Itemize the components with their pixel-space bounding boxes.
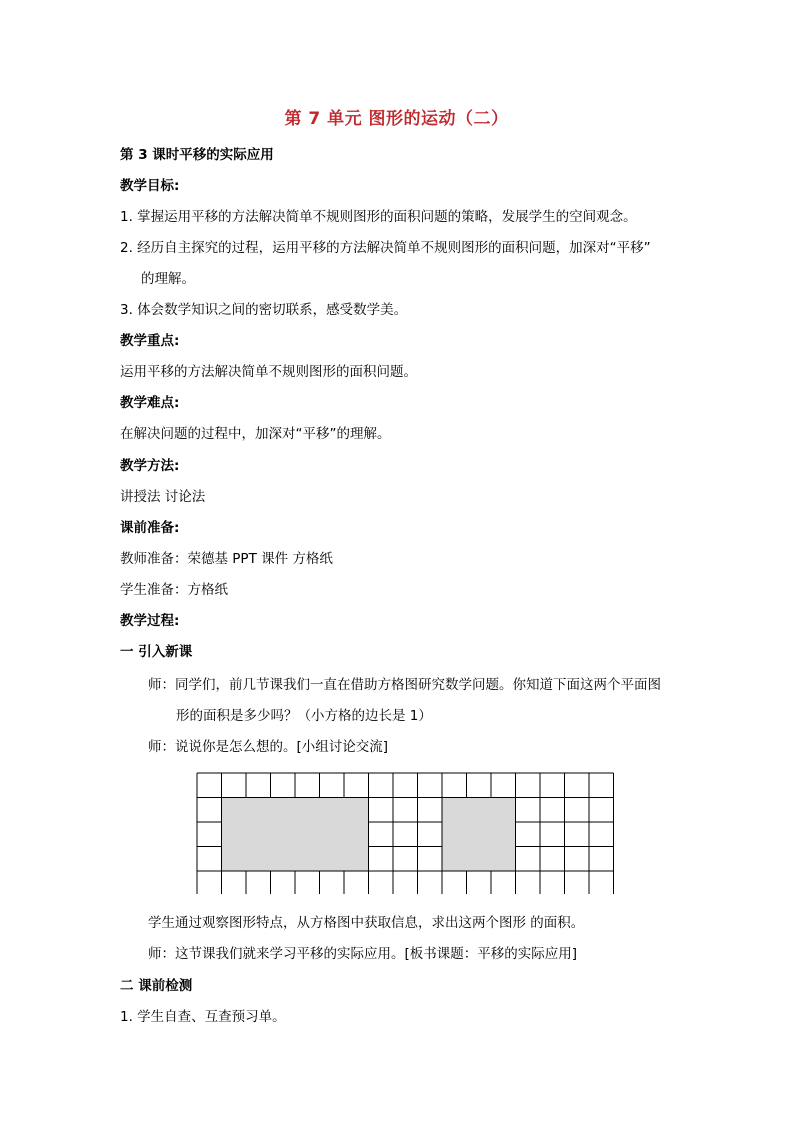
objective-item-2: 2. 经历自主探究的过程，运用平移的方法解决简单不规则图形的面积问题，加深对“平移”: [120, 240, 651, 256]
section-1-heading: 一 引入新课: [120, 644, 193, 660]
student-observation: 学生通过观察图形特点，从方格图中获取信息，求出这两个图形 的面积。: [148, 915, 585, 931]
check-item-1: 1. 学生自查、互查预习单。: [120, 1009, 286, 1025]
lesson-title: 第 3 课时平移的实际应用: [120, 147, 274, 163]
method-text: 讲授法 讨论法: [120, 489, 206, 505]
key-point-heading: 教学重点:: [120, 333, 180, 349]
grid-shape-rectangle: [222, 798, 369, 872]
grid-figure: [196, 772, 622, 894]
teacher-prompt: 师：说说你是怎么想的。[小组讨论交流]: [148, 739, 389, 755]
difficulty-text: 在解决问题的过程中，加深对“平移”的理解。: [120, 426, 391, 442]
teacher-intro: 师：这节课我们就来学习平移的实际应用。[板书课题：平移的实际应用]: [148, 946, 578, 962]
objectives-heading: 教学目标:: [120, 178, 180, 194]
objective-item-3: 3. 体会数学知识之间的密切联系，感受数学美。: [120, 302, 408, 318]
section-2-heading: 二 课前检测: [120, 978, 193, 994]
method-heading: 教学方法:: [120, 458, 180, 474]
objective-item-1: 1. 掌握运用平移的方法解决简单不规则图形的面积问题的策略，发展学生的空间观念。: [120, 209, 637, 225]
teacher-preparation: 教师准备：荣德基 PPT 课件 方格纸: [120, 551, 333, 567]
student-preparation: 学生准备：方格纸: [120, 582, 228, 598]
process-heading: 教学过程:: [120, 613, 180, 629]
key-point-text: 运用平移的方法解决简单不规则图形的面积问题。: [120, 364, 417, 380]
teacher-question: 师：同学们，前几节课我们一直在借助方格图研究数学问题。你知道下面这两个平面图: [148, 677, 661, 693]
difficulty-heading: 教学难点:: [120, 395, 180, 411]
teacher-question-continued: 形的面积是多少吗？（小方格的边长是 1）: [176, 708, 432, 724]
objective-item-2-continued: 的理解。: [141, 271, 195, 287]
preparation-heading: 课前准备:: [120, 520, 180, 536]
unit-title: 第 7 单元 图形的运动（二）: [284, 109, 509, 129]
grid-shape-square: [442, 798, 516, 872]
